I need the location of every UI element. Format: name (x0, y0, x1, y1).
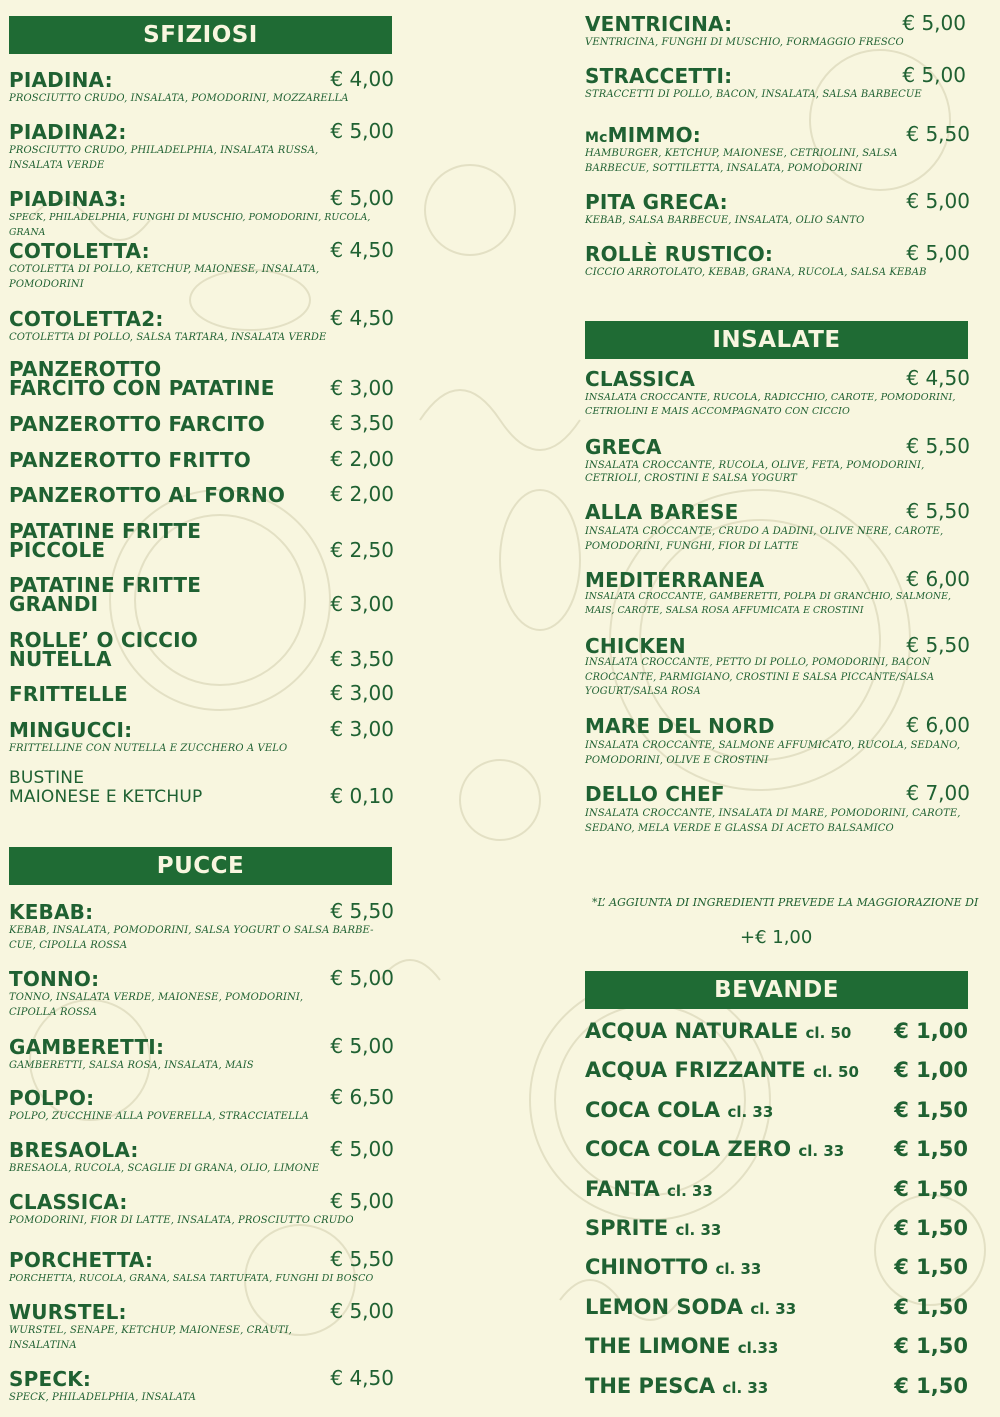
drink-size: cl. 33 (675, 1221, 722, 1239)
drink-price: € 1,50 (894, 1098, 968, 1122)
item-price: € 5,00 (330, 1299, 394, 1323)
item-price: € 5,00 (906, 241, 970, 265)
item-price: € 2,50 (330, 538, 394, 562)
item-description: PORCHETTA, RUCOLA, GRANA, SALSA TARTUFATA, FUNGHI DI BOSCO (9, 1273, 374, 1284)
item-price: € 5,00 (902, 63, 966, 87)
drink-name: FANTA (585, 1177, 660, 1201)
item-name: PORCHETTA: (9, 1248, 154, 1272)
drink-name: COCA COLA ZERO (585, 1137, 792, 1161)
drink-item (585, 1295, 796, 1319)
item-price: € 0,10 (330, 784, 394, 808)
drink-size: cl. 50 (813, 1063, 859, 1081)
item-description: INSALATA CROCCANTE, RUCOLA, RADICCHIO, CAROTE, POMODORINI, CETRIOLINI E MAIS ACCOMPAGNATO CON CICCIO (585, 392, 956, 417)
item-price: € 5,00 (330, 186, 394, 210)
item-name: PANZEROTTO FARCITO CON PATATINE (9, 357, 275, 400)
item-price: € 6,00 (906, 567, 970, 591)
drink-item (585, 1019, 851, 1043)
surcharge-amount: +€ 1,00 (740, 927, 813, 948)
item-price: € 5,00 (330, 1137, 394, 1161)
item-description: INSALATA CROCCANTE, SALMONE AFFUMICATO, RUCOLA, SEDANO, POMODORINI, OLIVE E CROSTINI (585, 740, 961, 766)
item-price: € 5,00 (330, 119, 394, 143)
item-name: TONNO: (9, 967, 100, 991)
item-price: € 4,50 (906, 366, 970, 390)
item-price: € 7,00 (906, 781, 970, 805)
item-price: € 4,00 (330, 67, 394, 91)
item-name: PITA GRECA: (585, 190, 728, 214)
item-name: WURSTEL: (9, 1300, 127, 1324)
item-price: € 5,00 (330, 1034, 394, 1058)
item-name-mcmimmo (585, 123, 701, 148)
item-name: ALLA BARESE (585, 500, 739, 524)
section-header-bevande: BEVANDE (585, 971, 968, 1009)
item-name: MARE DEL NORD (585, 714, 775, 738)
drink-price: € 1,50 (894, 1374, 968, 1398)
item-name: PATATINE FRITTE GRANDI (9, 573, 202, 616)
item-name: BUSTINE MAIONESE E KETCHUP (9, 768, 203, 807)
item-description: FRITTELLINE CON NUTELLA E ZUCCHERO A VELO (9, 743, 288, 754)
item-name: PATATINE FRITTE PICCOLE (9, 519, 202, 562)
item-description: SPECK, PHILADELPHIA, FUNGHI DI MUSCHIO, POMODORINI, RUCOLA, GRANA (9, 212, 371, 238)
drink-name: ACQUA NATURALE (585, 1019, 799, 1043)
drink-name: CHINOTTO (585, 1255, 709, 1279)
item-description: STRACCETTI DI POLLO, BACON, INSALATA, SALSA BARBECUE (585, 89, 922, 100)
item-description: KEBAB, INSALATA, POMODORINI, SALSA YOGURT O SALSA BARBE-CUE, CIPOLLA ROSSA (9, 925, 374, 951)
item-description: VENTRICINA, FUNGHI DI MUSCHIO, FORMAGGIO FRESCO (585, 37, 904, 48)
item-name: PIADINA: (9, 68, 113, 92)
drink-item (585, 1334, 778, 1358)
item-name: COTOLETTA2: (9, 307, 164, 331)
item-price: € 4,50 (330, 306, 394, 330)
item-name: COTOLETTA: (9, 239, 150, 263)
section-header-insalate: INSALATE (585, 321, 968, 359)
item-description: BRESAOLA, RUCOLA, SCAGLIE DI GRANA, OLIO, LIMONE (9, 1163, 320, 1174)
drink-name: THE PESCA (585, 1374, 716, 1398)
item-name: PIADINA3: (9, 187, 127, 211)
drink-size: cl. 33 (750, 1300, 797, 1318)
drink-name: LEMON SODA (585, 1295, 744, 1319)
drink-size: cl. 50 (805, 1024, 852, 1042)
item-description: PROSCIUTTO CRUDO, PHILADELPHIA, INSALATA RUSSA, INSALATA VERDE (9, 145, 319, 171)
drink-size: cl. 33 (722, 1379, 769, 1397)
drink-size: cl. 33 (798, 1142, 845, 1160)
item-price: € 5,50 (330, 1247, 394, 1271)
drink-price: € 1,50 (894, 1295, 968, 1319)
drink-price: € 1,50 (894, 1255, 968, 1279)
item-price: € 3,50 (330, 411, 394, 435)
item-name: BRESAOLA: (9, 1138, 139, 1162)
drink-item (585, 1058, 859, 1082)
drink-size: cl. 33 (727, 1103, 774, 1121)
item-name: VENTRICINA: (585, 12, 733, 36)
item-price: € 3,00 (330, 681, 394, 705)
item-description: WURSTEL, SENAPE, KETCHUP, MAIONESE, CRAUTI, INSALATINA (9, 1325, 292, 1351)
item-description: INSALATA CROCCANTE, PETTO DI POLLO, POMODORINI, BACON CROCCANTE, PARMIGIANO, CROSTINI E SALSA PICCANTE/SALSA YOGURT/SALSA ROSA (585, 657, 935, 697)
name-prefix: Mc (585, 130, 608, 146)
item-price: € 3,00 (330, 376, 394, 400)
drink-name: SPRITE (585, 1216, 669, 1240)
item-name: GAMBERETTI: (9, 1035, 165, 1059)
item-name: PANZEROTTO FARCITO (9, 412, 265, 436)
drink-item (585, 1177, 713, 1201)
item-name: KEBAB: (9, 900, 94, 924)
item-name: SPECK: (9, 1367, 92, 1391)
drink-item (585, 1137, 844, 1161)
item-description: TONNO, INSALATA VERDE, MAIONESE, POMODORINI, CIPOLLA ROSSA (9, 992, 304, 1018)
item-price: € 6,50 (330, 1085, 394, 1109)
item-price: € 5,50 (330, 899, 394, 923)
item-price: € 5,50 (906, 434, 970, 458)
item-price: € 5,00 (330, 966, 394, 990)
drink-price: € 1,50 (894, 1177, 968, 1201)
item-description: INSALATA CROCCANTE, RUCOLA, OLIVE, FETA, POMODORINI, CETRIOLI, CROSTINI E SALSA YOGURT (585, 460, 925, 484)
item-description: KEBAB, SALSA BARBECUE, INSALATA, OLIO SANTO (585, 215, 865, 226)
item-name: ROLLÈ RUSTICO: (585, 242, 774, 266)
item-price: € 2,00 (330, 447, 394, 471)
item-price: € 5,00 (902, 11, 966, 35)
item-description: HAMBURGER, KETCHUP, MAIONESE, CETRIOLINI, SALSA BARBECUE, SOTTILETTA, INSALATA, POMODORINI (585, 148, 898, 174)
item-description: GAMBERETTI, SALSA ROSA, INSALATA, MAIS (9, 1060, 254, 1071)
item-name: PIADINA2: (9, 120, 127, 144)
drink-item (585, 1098, 773, 1122)
drink-size: cl. 33 (667, 1182, 713, 1200)
item-description: POMODORINI, FIOR DI LATTE, INSALATA, PROSCIUTTO CRUDO (9, 1215, 354, 1226)
drink-size: cl. 33 (715, 1260, 762, 1278)
item-description: CICCIO ARROTOLATO, KEBAB, GRANA, RUCOLA, SALSA KEBAB (585, 267, 927, 278)
item-price: € 5,50 (906, 122, 970, 146)
item-description: INSALATA CROCCANTE, GAMBERETTI, POLPA DI GRANCHIO, SALMONE, MAIS, CAROTE, SALSA ROSA AFFUMICATA E CROSTINI (585, 591, 952, 616)
item-description: PROSCIUTTO CRUDO, INSALATA, POMODORINI, MOZZARELLA (9, 93, 349, 104)
drink-name: ACQUA FRIZZANTE (585, 1058, 806, 1082)
item-price: € 5,50 (906, 499, 970, 523)
name-main: MIMMO: (607, 123, 701, 147)
drink-price: € 1,50 (894, 1334, 968, 1358)
item-name: ROLLE’ O CICCIO NUTELLA (9, 628, 198, 671)
item-description: SPECK, PHILADELPHIA, INSALATA (9, 1392, 196, 1403)
drink-price: € 1,00 (894, 1019, 968, 1043)
item-price: € 4,50 (330, 1366, 394, 1390)
item-price: € 5,00 (906, 189, 970, 213)
item-description: INSALATA CROCCANTE, INSALATA DI MARE, POMODORINI, CAROTE, SEDANO, MELA VERDE E GLASSA DI ACETO BALSAMICO (585, 808, 961, 834)
surcharge-note: *L’ AGGIUNTA DI INGREDIENTI PREVEDE LA MAGGIORAZIONE DI (592, 896, 979, 909)
item-price: € 5,00 (330, 1189, 394, 1213)
section-header-sfiziosi: SFIZIOSI (9, 16, 392, 54)
item-price: € 6,00 (906, 713, 970, 737)
drink-price: € 1,50 (894, 1216, 968, 1240)
item-name: MEDITERRANEA (585, 568, 765, 592)
item-price: € 5,50 (906, 633, 970, 657)
drink-name: COCA COLA (585, 1098, 721, 1122)
item-name: STRACCETTI: (585, 64, 733, 88)
item-name: CLASSICA: (9, 1190, 128, 1214)
item-name: GRECA (585, 435, 662, 459)
section-header-pucce: PUCCE (9, 847, 392, 885)
item-name: POLPO: (9, 1086, 95, 1110)
item-name: PANZEROTTO AL FORNO (9, 483, 286, 507)
item-name: MINGUCCI: (9, 718, 133, 742)
drink-item (585, 1255, 761, 1279)
item-price: € 3,50 (330, 647, 394, 671)
item-name: DELLO CHEF (585, 782, 725, 806)
item-name: CHICKEN (585, 634, 686, 658)
drink-name: THE LIMONE (585, 1334, 731, 1358)
drink-item (585, 1216, 721, 1240)
item-name: CLASSICA (585, 367, 696, 391)
item-name: PANZEROTTO FRITTO (9, 448, 251, 472)
drink-size: cl.33 (737, 1339, 779, 1357)
item-description: POLPO, ZUCCHINE ALLA POVERELLA, STRACCIATELLA (9, 1111, 309, 1122)
drink-price: € 1,50 (894, 1137, 968, 1161)
item-name: FRITTELLE (9, 682, 128, 706)
drink-price: € 1,00 (894, 1058, 968, 1082)
item-description: COTOLETTA DI POLLO, SALSA TARTARA, INSALATA VERDE (9, 332, 327, 343)
item-description: COTOLETTA DI POLLO, KETCHUP, MAIONESE, INSALATA, POMODORINI (9, 264, 320, 290)
item-price: € 4,50 (330, 238, 394, 262)
item-price: € 3,00 (330, 717, 394, 741)
item-description: INSALATA CROCCANTE, CRUDO A DADINI, OLIVE NERE, CAROTE, POMODORINI, FUNGHI, FIOR DI LATTE (585, 526, 944, 552)
item-price: € 3,00 (330, 592, 394, 616)
drink-item (585, 1374, 768, 1398)
item-price: € 2,00 (330, 482, 394, 506)
